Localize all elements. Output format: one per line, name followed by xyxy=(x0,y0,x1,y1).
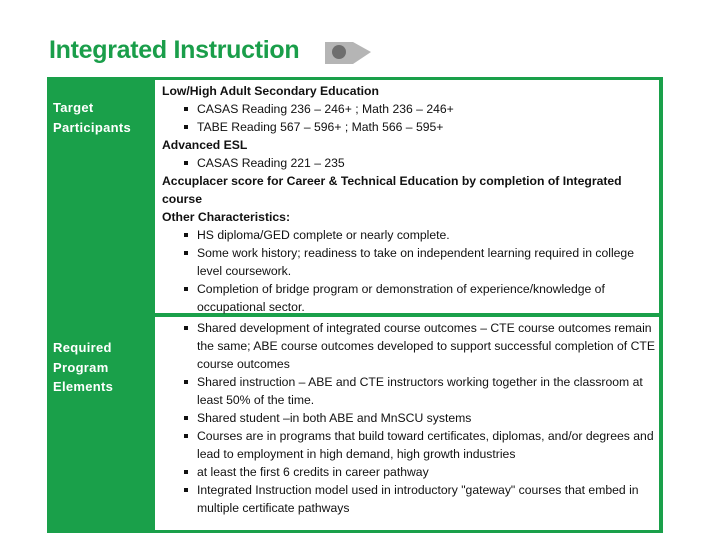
label-line: Participants xyxy=(53,119,132,135)
list-item: Shared development of integrated course outcomes – CTE course outcomes remain the same; ABE course outcomes developed to support successful completion of CTE course outcomes xyxy=(162,319,659,373)
row-label-required-program-elements xyxy=(53,338,113,397)
heading: Accuplacer score for Career & Technical Education by completion of Integrated course xyxy=(162,174,622,206)
list-item: TABE Reading 567 – 596+ ; Math 566 – 595+ xyxy=(162,118,659,136)
arrow-icon xyxy=(323,38,373,66)
list-item: HS diploma/GED complete or nearly complete. xyxy=(162,226,659,244)
list-item: CASAS Reading 221 – 235 xyxy=(162,154,659,172)
heading: Low/High Adult Secondary Education xyxy=(162,84,379,98)
list-item: at least the first 6 credits in career pathway xyxy=(162,463,659,481)
list-item: Some work history; readiness to take on independent learning required in college level coursework. xyxy=(162,244,659,280)
label-line: Elements xyxy=(53,379,114,394)
heading: Advanced ESL xyxy=(162,138,248,152)
row-label-target-participants xyxy=(53,98,131,137)
info-table xyxy=(47,77,663,533)
list-item: Completion of bridge program or demonstration of experience/knowledge of occupational sector. xyxy=(162,280,659,316)
target-participants-cell xyxy=(155,80,659,313)
list-item: CASAS Reading 236 – 246+ ; Math 236 – 246+ xyxy=(162,100,659,118)
heading: Other Characteristics: xyxy=(162,210,291,224)
list-item: Shared student –in both ABE and MnSCU systems xyxy=(162,409,659,427)
list-item: Integrated Instruction model used in introductory "gateway" courses that embed in multiple certificate pathways xyxy=(162,481,659,517)
list-item: Courses are in programs that build toward certificates, diplomas, and/or degrees and lead to employment in high demand, high growth industries xyxy=(162,427,659,463)
label-line: Required xyxy=(53,340,112,355)
list-item: Shared instruction – ABE and CTE instructors working together in the classroom at least 50% of the time. xyxy=(162,373,659,409)
page-title: Integrated Instruction xyxy=(49,36,300,64)
label-line: Program xyxy=(53,359,109,375)
required-program-elements-cell xyxy=(155,317,659,530)
label-line: Target xyxy=(53,100,94,115)
